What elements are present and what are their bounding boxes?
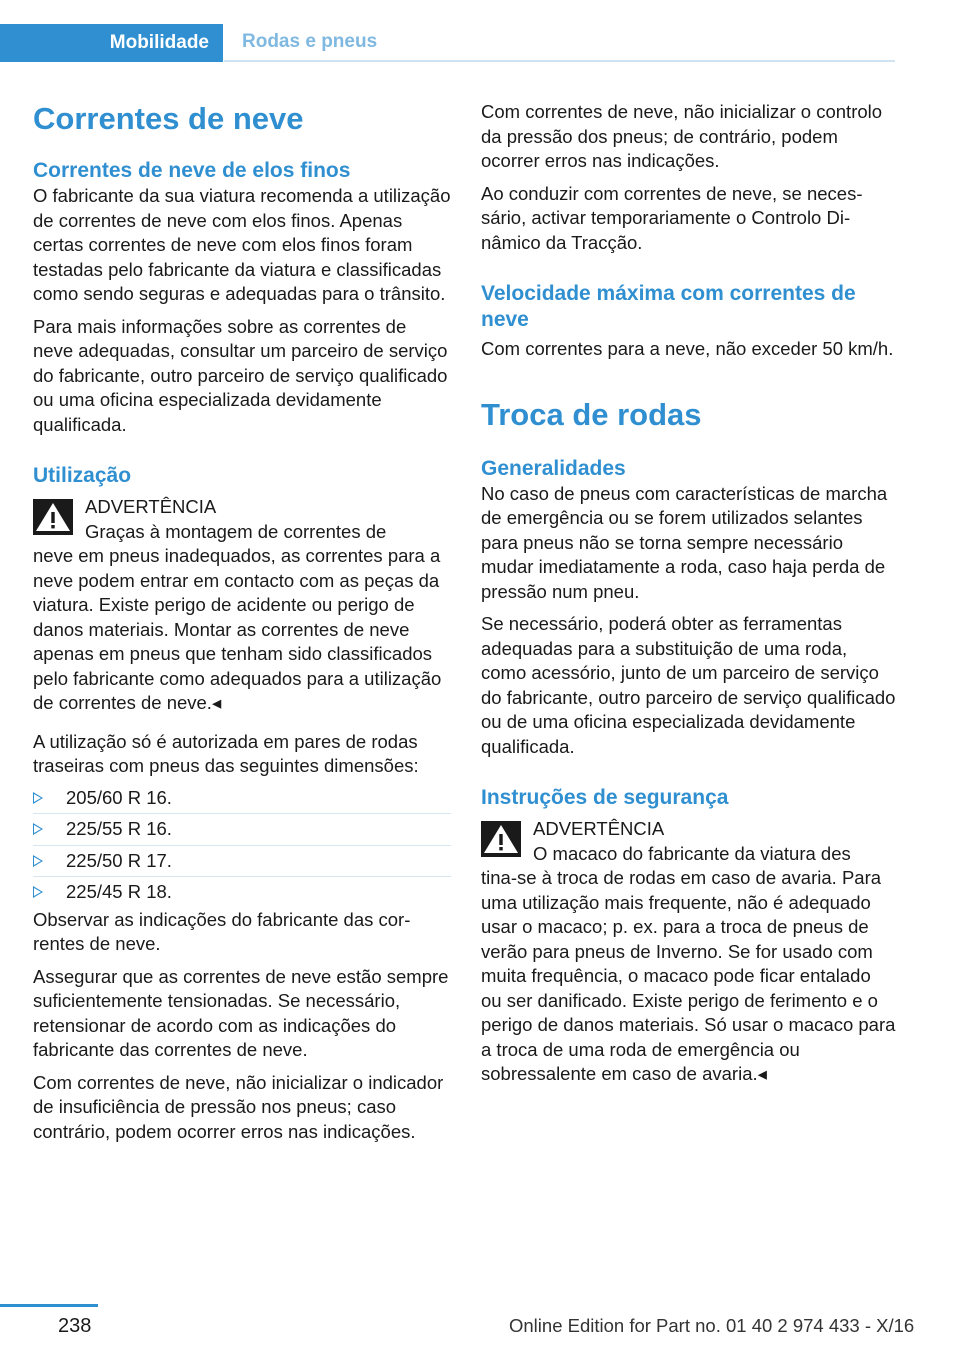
paragraph: Observar as indicações do fabricante das correntes de neve.	[33, 908, 411, 954]
subheading-safety: Instruções de segurança	[481, 786, 729, 809]
page-number: 238	[58, 1315, 92, 1337]
section-title: Troca de rodas	[481, 396, 702, 432]
paragraph: Com correntes de neve, não inicializar o controlo da pressão dos pneus; de contrário, podem ocorrer erros nas indicações.	[481, 101, 883, 171]
paragraph: A utilização só é autorizada em pares de rodas traseiras com pneus das seguintes dimensões:	[33, 730, 419, 776]
paragraph: No caso de pneus com características de marcha de emergência ou se forem utilizados selantes para pneus não se torna sempre necessário mudar imediatamente a roda, caso haja perda de pressão num pneu.	[481, 482, 888, 602]
page-header	[0, 24, 895, 62]
subheading-max-speed: Velocidade máxima com correntes de neve	[481, 282, 856, 331]
list-item: 225/45 R 18.	[33, 877, 451, 908]
warning-block	[33, 495, 451, 716]
paragraph: Se necessário, poderá obter as ferramentas adequadas para a substituição de uma roda, como acessório, junto de um parceiro de serviço do fabricante, outro parceiro de serviço qualificado ou de uma oficina especializada devidamente qualificada.	[481, 613, 896, 757]
bullet-triangle-icon	[33, 886, 43, 898]
paragraph: Ao conduzir com correntes de neve, se necessário, activar temporariamente o Controlo Dinâmico da Tracção.	[481, 182, 863, 253]
paragraph: O fabricante da sua viatura recomenda a utilização de correntes de neve com elos finos. Apenas certas correntes de neve com elos finos foram testadas pelo fabricante da viatura e classificadas como sendo seguras e adequadas para o trânsito.	[33, 185, 451, 304]
warning-text	[481, 842, 896, 1087]
warning-first-line: Graças à montagem de correntes de	[85, 520, 387, 542]
warning-text	[33, 520, 451, 716]
warning-icon	[33, 499, 73, 535]
bullet-triangle-icon	[33, 823, 43, 835]
right-column	[481, 100, 896, 1095]
warning-first-line: O macaco do fabricante da viatura des	[533, 842, 851, 864]
warning-title: ADVERTÊNCIA	[533, 818, 665, 839]
paragraph: Assegurar que as correntes de neve estão sempre suficientemente tensionadas. Se necessário, retensionar de acordo com as indicações do fabricante das correntes de neve.	[33, 965, 449, 1060]
list-item: 225/55 R 16.	[33, 814, 451, 846]
warning-title: ADVERTÊNCIA	[85, 496, 217, 517]
warning-icon	[481, 821, 521, 857]
warning-body: neve em pneus inadequados, as correntes para a neve podem entrar em contacto com as peças da viatura. Existe perigo de acidente ou perigo de danos materiais. Montar as correntes de neve apenas em pneus que tenham sido classificados pelo fabricante como adequados para a utilização de correntes de neve.◂	[33, 545, 442, 713]
footer-rule	[0, 1304, 98, 1307]
warning-block	[481, 817, 896, 1087]
list-item: 205/60 R 16.	[33, 783, 451, 815]
chapter-tab[interactable]: Rodas e pneus	[224, 24, 895, 62]
paragraph: Com correntes de neve, não inicializar o indicador de insuficiência de pressão nos pneus; caso contrário, podem ocorrer erros nas indicações.	[33, 1071, 444, 1142]
subheading-general: Generalidades	[481, 456, 626, 480]
section-title: Correntes de neve	[33, 101, 304, 136]
subheading-usage: Utilização	[33, 464, 132, 487]
warning-body: tina-se à troca de rodas em caso de avaria. Para uma utilização mais frequente, não é adequado usar o macaco; p. ex. para a troca de pneus de verão para pneus de Inverno. Se for usado com muita frequência, o macaco pode ficar entalado ou ser danificado. Existe perigo de ferimento e o perigo de danos materiais. Só usar o macaco para a troca de uma roda de emergência ou sobressalente em caso de avaria.◂	[481, 867, 896, 1084]
paragraph: Para mais informações sobre as correntes de neve adequadas, consultar um parceiro de serviço do fabricante, outro parceiro de serviço qualificado ou uma oficina especializada devidamente qualificada.	[33, 315, 448, 435]
subheading-thin-chains: Correntes de neve de elos finos	[33, 159, 351, 182]
bullet-triangle-icon	[33, 792, 43, 804]
left-column	[33, 100, 451, 1152]
paragraph: Com correntes para a neve, não exceder 50 km/h.	[481, 338, 894, 359]
section-tab[interactable]: Mobilidade	[0, 24, 223, 62]
list-item: 225/50 R 17.	[33, 846, 451, 878]
bullet-triangle-icon	[33, 855, 43, 867]
edition-info: Online Edition for Part no. 01 40 2 974 433 - X/16	[509, 1315, 915, 1336]
tire-size-list	[33, 783, 451, 908]
